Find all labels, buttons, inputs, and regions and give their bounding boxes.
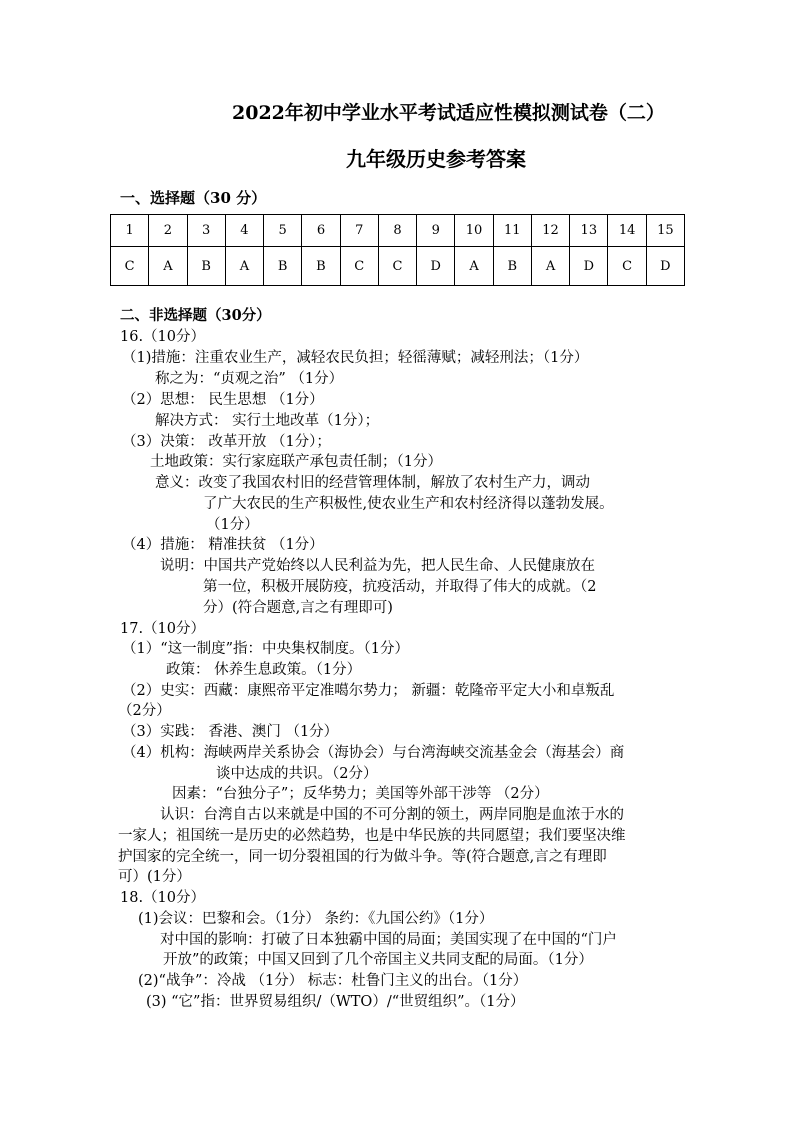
section-non-choice-heading: 二、非选择题（30分） [120,307,271,324]
answer-letter: C [340,247,378,286]
answer-line: 护国家的完全统一，同一切分裂祖国的行为做斗争。等(符合题意,言之有理即 [118,849,607,865]
question-number: 8 [378,215,416,247]
answer-line: （3）决策： 改革开放 （1分）； [122,434,331,450]
answer-line: （1分） [206,517,259,533]
answer-line: 意义：改变了我国农村旧的经营管理体制，解放了农村生产力，调动 [155,475,590,491]
answer-line: （1）“这一制度”指：中央集权制度。（1分） [122,641,410,657]
answer-letter: A [225,247,263,286]
exam-title: 2022年初中学业水平考试适应性模拟测试卷（二） [232,102,665,124]
answer-line: 第一位，积极开展防疫，抗疫活动，并取得了伟大的成就。（2 [203,579,597,595]
answer-line: 开放”的政策；中国又回到了几个帝国主义共同支配的局面。（1分） [163,952,593,968]
answer-line: （2分） [118,703,171,719]
answer-line: 政策： 休养生息政策。（1分） [166,662,362,678]
answer-line: 了广大农民的生产积极性,使农业生产和农村经济得以蓬勃发展。 [203,496,614,512]
question-18-heading: 18.（10分） [120,890,206,906]
answer-line: (2)“战争”：冷战 （1分） 标志：杜鲁门主义的出台。（1分） [138,973,528,989]
answer-line: 对中国的影响：打破了日本独霸中国的局面；美国实现了在中国的“门户 [160,932,617,948]
answer-line: 因素：“台独分子”；反华势力；美国等外部干涉等 （2分） [172,786,549,802]
question-16-heading: 16.（10分） [120,329,206,345]
question-number: 11 [493,215,531,247]
answer-letter: A [149,247,187,286]
question-number: 12 [531,215,569,247]
answer-letter: B [264,247,302,286]
question-number: 15 [646,215,684,247]
answer-letter: B [187,247,225,286]
answer-line: 土地政策：实行家庭联产承包责任制；（1分） [150,454,442,470]
answer-line: 解决方式： 实行土地改革（1分）； [155,413,380,429]
answer-letter: C [608,247,646,286]
answer-table [110,214,685,286]
answer-letter: D [570,247,608,286]
answer-letter: C [378,247,416,286]
answer-letter: B [493,247,531,286]
answer-key-subtitle: 九年级历史参考答案 [346,147,526,171]
answer-line: 谈中达成的共识。（2分） [216,766,378,782]
answer-line: （2）史实：西藏：康熙帝平定准噶尔势力； 新疆：乾隆帝平定大小和卓叛乱 [122,683,615,699]
question-number: 14 [608,215,646,247]
question-17-heading: 17.（10分） [120,621,206,637]
answer-line: 称之为：“贞观之治” （1分） [155,371,344,387]
question-number: 4 [225,215,263,247]
question-number: 3 [187,215,225,247]
answer-line: 一家人；祖国统一是历史的必然趋势，也是中华民族的共同愿望；我们要坚决维 [118,828,626,844]
answer-line: （3）实践： 香港、澳门 （1分） [122,724,339,740]
question-number: 2 [149,215,187,247]
answer-line: 可）(1分） [118,869,191,885]
answer-line: 说明：中国共产党始终以人民利益为先，把人民生命、人民健康放在 [160,558,595,574]
question-number: 7 [340,215,378,247]
question-number: 9 [417,215,455,247]
answer-letter: D [417,247,455,286]
answer-line: （1)措施：注重农业生产，减轻农民负担；轻徭薄赋；减轻刑法；（1分） [122,350,589,366]
answer-table-answer-row [111,247,685,286]
question-number: 5 [264,215,302,247]
answer-letter: A [531,247,569,286]
answer-letter: A [455,247,493,286]
answer-line: (1)会议：巴黎和会。（1分） 条约：《九国公约》（1分） [138,911,494,927]
section-multiple-choice-heading: 一、选择题（30 分） [120,189,267,207]
question-number: 13 [570,215,608,247]
answer-letter: D [646,247,684,286]
question-number: 1 [111,215,149,247]
answer-line: （4）机构：海峡两岸关系协会（海协会）与台湾海峡交流基金会（海基会）商 [122,745,625,761]
answer-line: (3) “它”指：世界贸易组织/（WTO）/“世贸组织”。（1分） [146,994,525,1010]
answer-letter: B [302,247,340,286]
answer-line: 认识：台湾自古以来就是中国的不可分割的领土，两岸同胞是血浓于水的 [160,807,624,823]
answer-letter: C [111,247,149,286]
question-number: 10 [455,215,493,247]
answer-line: （4）措施： 精准扶贫 （1分） [122,537,324,553]
question-number: 6 [302,215,340,247]
answer-table-number-row [111,215,685,247]
answer-line: 分）(符合题意,言之有理即可) [203,600,393,616]
answer-line: （2）思想： 民生思想 （1分） [122,392,324,408]
